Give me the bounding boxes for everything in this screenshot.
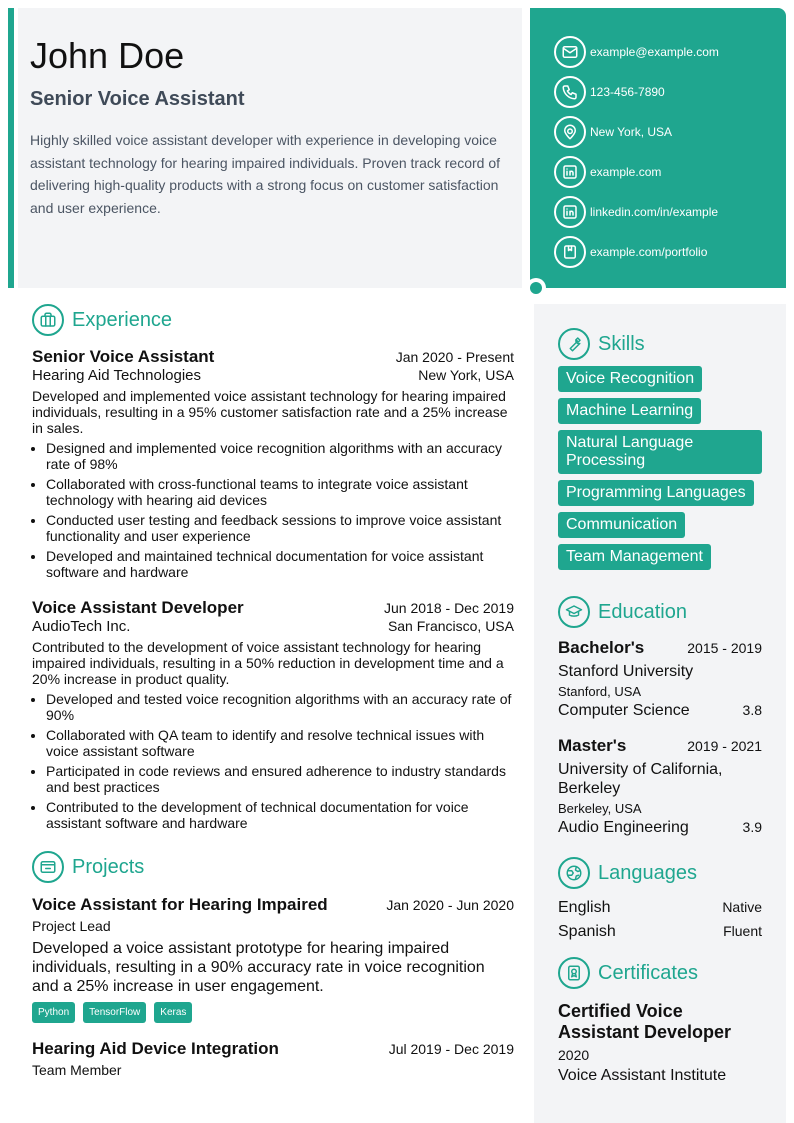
briefcase-icon: [32, 304, 64, 336]
education-title: Education: [598, 600, 687, 623]
sidebar: [534, 304, 786, 1123]
languages-section-heading: [558, 857, 762, 889]
linkedin-icon: [554, 196, 586, 228]
job-achievements: [32, 691, 514, 831]
education-field-row: [558, 819, 762, 837]
candidate-headline: Senior Voice Assistant: [30, 88, 245, 110]
job-title: Voice Assistant Developer: [32, 598, 244, 617]
certificates-section-heading: [558, 957, 762, 989]
skill-tag: Natural Language Processing: [558, 430, 762, 474]
company-name: Hearing Aid Technologies: [32, 367, 202, 384]
projects-section-heading: [32, 851, 514, 883]
job-title: Senior Voice Assistant: [32, 347, 215, 366]
contact-website[interactable]: [554, 152, 786, 192]
location-icon: [554, 116, 586, 148]
portfolio-icon: [554, 236, 586, 268]
candidate-name: John Doe: [30, 35, 185, 76]
field-of-study: Audio Engineering: [558, 819, 689, 836]
contact-email[interactable]: [554, 32, 786, 72]
gpa: 3.8: [742, 702, 762, 718]
experience-header-row: [32, 598, 514, 618]
experience-company-row: [32, 618, 514, 635]
contact-linkedin[interactable]: [554, 192, 786, 232]
project-entry: [32, 895, 514, 1023]
education-header-row: [558, 638, 762, 658]
main-column: [32, 304, 514, 1078]
education-field-row: [558, 702, 762, 720]
experience-title: Experience: [72, 308, 173, 331]
language-name: English: [558, 899, 611, 916]
job-location: New York, USA: [418, 367, 514, 383]
school-location: Berkeley, USA: [558, 801, 642, 816]
project-dates: Jul 2019 - Dec 2019: [388, 1041, 514, 1057]
certificates-title: Certificates: [598, 961, 699, 984]
degree: Master's: [558, 736, 627, 755]
graduation-cap-icon: [558, 596, 590, 628]
project-folder-icon: [32, 851, 64, 883]
field-of-study: Computer Science: [558, 702, 690, 719]
project-title: Voice Assistant for Hearing Impaired: [32, 895, 328, 914]
achievement-item: • Contributed to the development of technical documentation for voice assistant software and hardware: [46, 799, 514, 831]
projects-title: Projects: [72, 855, 145, 878]
certificate-issuer: Voice Assistant Institute: [558, 1067, 727, 1084]
skill-tag: Voice Recognition: [558, 366, 702, 392]
school-location: Stanford, USA: [558, 684, 642, 699]
tech-tag: Keras: [154, 1002, 192, 1023]
language-level: Fluent: [723, 923, 762, 939]
language-entry: [558, 899, 762, 917]
job-dates: Jun 2018 - Dec 2019: [384, 600, 514, 616]
skills-title: Skills: [598, 332, 645, 355]
achievement-item: • Developed and tested voice recognition algorithms with an accuracy rate of 90%: [46, 691, 514, 723]
contact-location-text: New York, USA: [590, 125, 673, 139]
experience-entry: [32, 347, 514, 580]
wrench-icon: [558, 328, 590, 360]
experience-entry: [32, 598, 514, 831]
contact-email-text: example@example.com: [590, 45, 719, 59]
experience-header-row: [32, 347, 514, 367]
resume-header: [18, 8, 522, 288]
gpa: 3.9: [742, 819, 762, 835]
linkedin-icon: [554, 156, 586, 188]
certificate-name: Certified Voice Assistant Developer: [558, 1001, 732, 1042]
education-header-row: [558, 736, 762, 756]
achievement-item: • Conducted user testing and feedback sessions to improve voice assistant functionality and user experience: [46, 512, 514, 544]
project-header-row: [32, 895, 514, 915]
project-entry: [32, 1039, 514, 1078]
degree: Bachelor's: [558, 638, 645, 657]
contact-portfolio[interactable]: [554, 232, 786, 272]
education-years: 2019 - 2021: [687, 738, 762, 754]
language-name: Spanish: [558, 923, 616, 940]
school-name: University of California, Berkeley: [558, 761, 723, 797]
project-dates: Jan 2020 - Jun 2020: [386, 897, 514, 913]
experience-company-row: [32, 367, 514, 384]
achievement-item: • Collaborated with cross-functional teams to integrate voice assistant technology with hearing aid devices: [46, 476, 514, 508]
professional-summary: Highly skilled voice assistant developer with experience in developing voice assistant technology for hearing impaired individuals. Proven track record of delivering high-quality products with a strong focus on customer satisfaction and user experience.: [30, 132, 501, 216]
project-tags: [32, 1002, 514, 1023]
email-icon: [554, 36, 586, 68]
experience-section-heading: [32, 304, 514, 336]
certificate-icon: [558, 957, 590, 989]
header-connector-dot: [526, 278, 546, 298]
job-location: San Francisco, USA: [387, 618, 514, 634]
contact-phone[interactable]: [554, 72, 786, 112]
globe-icon: [558, 857, 590, 889]
job-achievements: [32, 440, 514, 580]
tech-tag: Python: [32, 1002, 75, 1023]
project-header-row: [32, 1039, 514, 1059]
skill-tag: Machine Learning: [558, 398, 701, 424]
achievement-item: • Designed and implemented voice recognition algorithms with an accuracy rate of 98%: [46, 440, 514, 472]
header-accent-bar: [8, 8, 14, 288]
contact-website-text: example.com: [590, 165, 662, 179]
education-section-heading: [558, 596, 762, 628]
language-level: Native: [722, 899, 762, 915]
school-name: Stanford University: [558, 663, 694, 680]
skills-section-heading: [558, 328, 762, 360]
skill-tag: Communication: [558, 512, 685, 538]
job-description: Developed and implemented voice assistant technology for hearing impaired individuals, resulting in a 95% customer satisfaction rate and a 25% increase in sales.: [32, 388, 508, 436]
project-description: Developed a voice assistant prototype for hearing impaired individuals, resulting in a 90% accuracy rate in voice recognition and a 25% increase in user engagement.: [32, 940, 485, 995]
project-role: Project Lead: [32, 918, 111, 934]
company-name: AudioTech Inc.: [32, 618, 131, 635]
contact-panel: [530, 8, 786, 288]
project-role: Team Member: [32, 1062, 122, 1078]
achievement-item: • Participated in code reviews and ensured adherence to industry standards and best practices: [46, 763, 514, 795]
tech-tag: TensorFlow: [83, 1002, 146, 1023]
phone-icon: [554, 76, 586, 108]
contact-phone-text: 123-456-7890: [590, 85, 665, 99]
skill-tag: Team Management: [558, 544, 711, 570]
education-entry: [558, 638, 762, 720]
education-entry: [558, 736, 762, 837]
contact-portfolio-text: example.com/portfolio: [590, 245, 708, 259]
project-title: Hearing Aid Device Integration: [32, 1039, 279, 1058]
contact-linkedin-text: linkedin.com/in/example: [590, 205, 719, 219]
achievement-item: • Collaborated with QA team to identify and resolve technical issues with voice assistant software: [46, 727, 514, 759]
contact-location: [554, 112, 786, 152]
job-dates: Jan 2020 - Present: [395, 349, 514, 365]
certificate-year: 2020: [558, 1047, 590, 1063]
skill-tag: Programming Languages: [558, 480, 754, 506]
languages-title: Languages: [598, 861, 697, 884]
education-years: 2015 - 2019: [687, 640, 762, 656]
skill-list: [558, 366, 762, 576]
job-description: Contributed to the development of voice assistant technology for hearing impaired individuals, resulting in a 50% reduction in development time and a 20% increase in product quality.: [32, 639, 504, 687]
language-entry: [558, 923, 762, 941]
achievement-item: • Developed and maintained technical documentation for voice assistant software and hardware: [46, 548, 514, 580]
